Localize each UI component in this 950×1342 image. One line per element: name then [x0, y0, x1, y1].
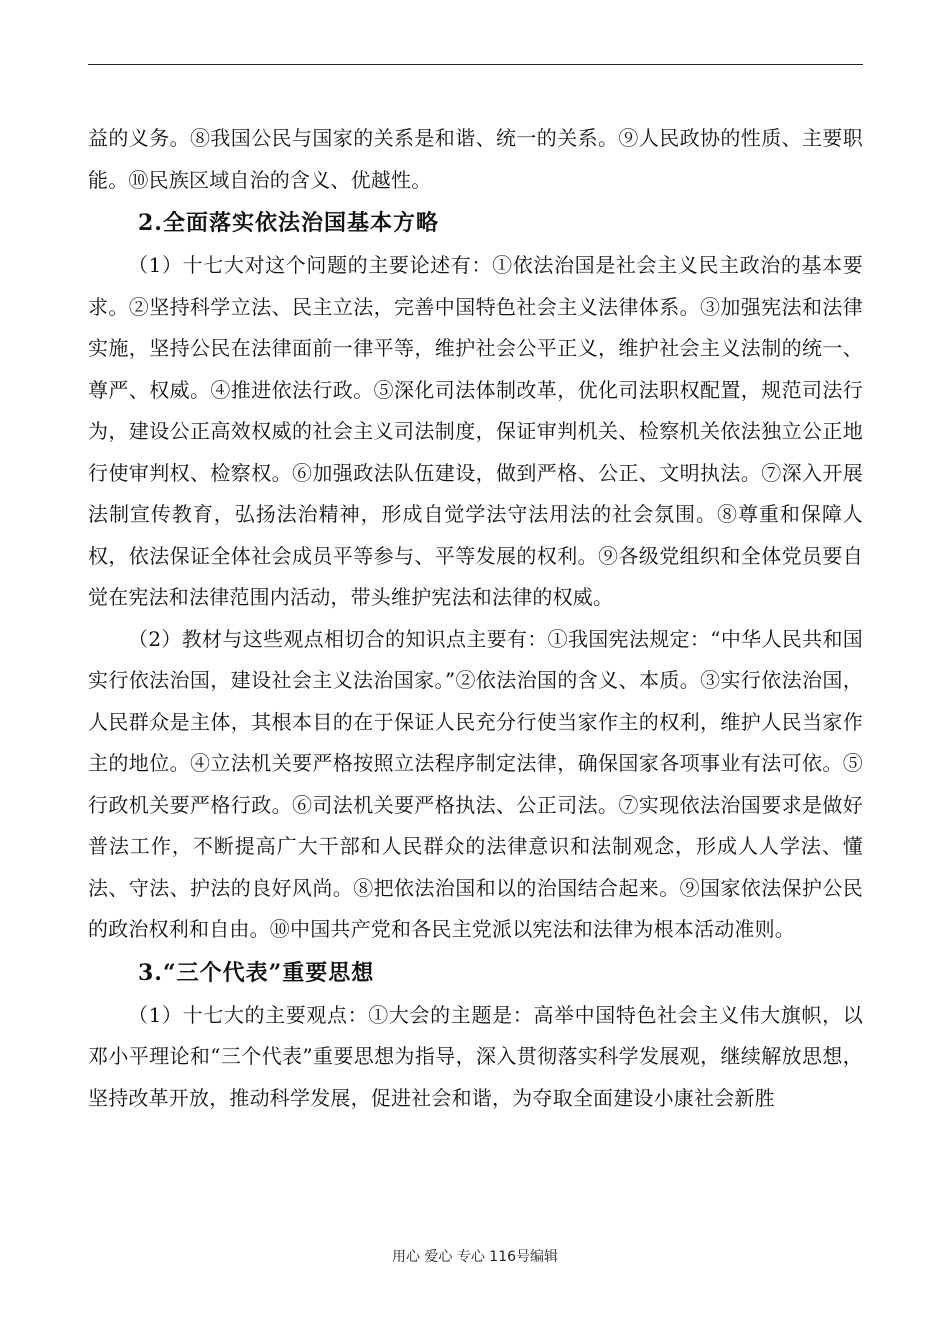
paragraph-continuation: 益的义务。⑧我国公民与国家的关系是和谐、统一的关系。⑨人民政协的性质、主要职能。⑩民族区域自治的含义、优越性。: [88, 126, 863, 192]
paragraph-17th-congress-main-views: （1）十七大的主要观点：①大会的主题是：高举中国特色社会主义伟大旗帜，以邓小平理论和“三个代表”重要思想为指导，深入贯彻落实科学发展观，继续解放思想，坚持改革开放，推动科学发展，促进社会和谐，为夺取全面建设小康社会新胜: [88, 1002, 863, 1110]
page-footer: 用心 爱心 专心 116号编辑: [391, 1249, 559, 1265]
paragraph-textbook-points: （2）教材与这些观点相切合的知识点主要有：①我国宪法规定：“中华人民共和国实行依法治国，建设社会主义法治国家。”②依法治国的含义、本质。③实行依法治国，人民群众是主体，其根本目的在于保证人民充分行使当家作主的权利，维护人民当家作主的地位。④立法机关要严格按照立法程序制定法律，确保国家各项事业有法可依。⑤行政机关要严格行政。⑥司法机关要严格执法、公正司法。⑦实现依法治国要求是做好普法工作，不断提高广大干部和人民群众的法律意识和法制观念，形成人人学法、懂法、守法、护法的良好风尚。⑧把依法治国和以的治国结合起来。⑨国家依法保护公民的政治权利和自由。⑩中国共产党和各民主党派以宪法和法律为根本活动准则。: [88, 626, 863, 941]
paragraph-17th-congress-rule-of-law: （1）十七大对这个问题的主要论述有：①依法治国是社会主义民主政治的基本要求。②坚持科学立法、民主立法，完善中国特色社会主义法律体系。③加强宪法和法律实施，坚持公民在法律面前一律平等，维护社会公平正义，维护社会主义法制的统一、尊严、权威。④推进依法行政。⑤深化司法体制改革，优化司法职权配置，规范司法行为，建设公正高效权威的社会主义司法制度，保证审判机关、检察机关依法独立公正地行使审判权、检察权。⑥加强政法队伍建设，做到严格、公正、文明执法。⑦深入开展法制宣传教育，弘扬法治精神，形成自觉学法守法用法的社会氛围。⑧尊重和保障人权，依法保证全体社会成员平等参与、平等发展的权利。⑨各级党组织和全体党员要自觉在宪法和法律范围内活动，带头维护宪法和法律的权威。: [88, 253, 863, 609]
header-rule: [88, 64, 863, 65]
section-heading-rule-of-law: 2.全面落实依法治国基本方略: [138, 210, 439, 236]
section-heading-three-represents: 3.“三个代表”重要思想: [138, 959, 375, 986]
page-body: [88, 118, 863, 1119]
